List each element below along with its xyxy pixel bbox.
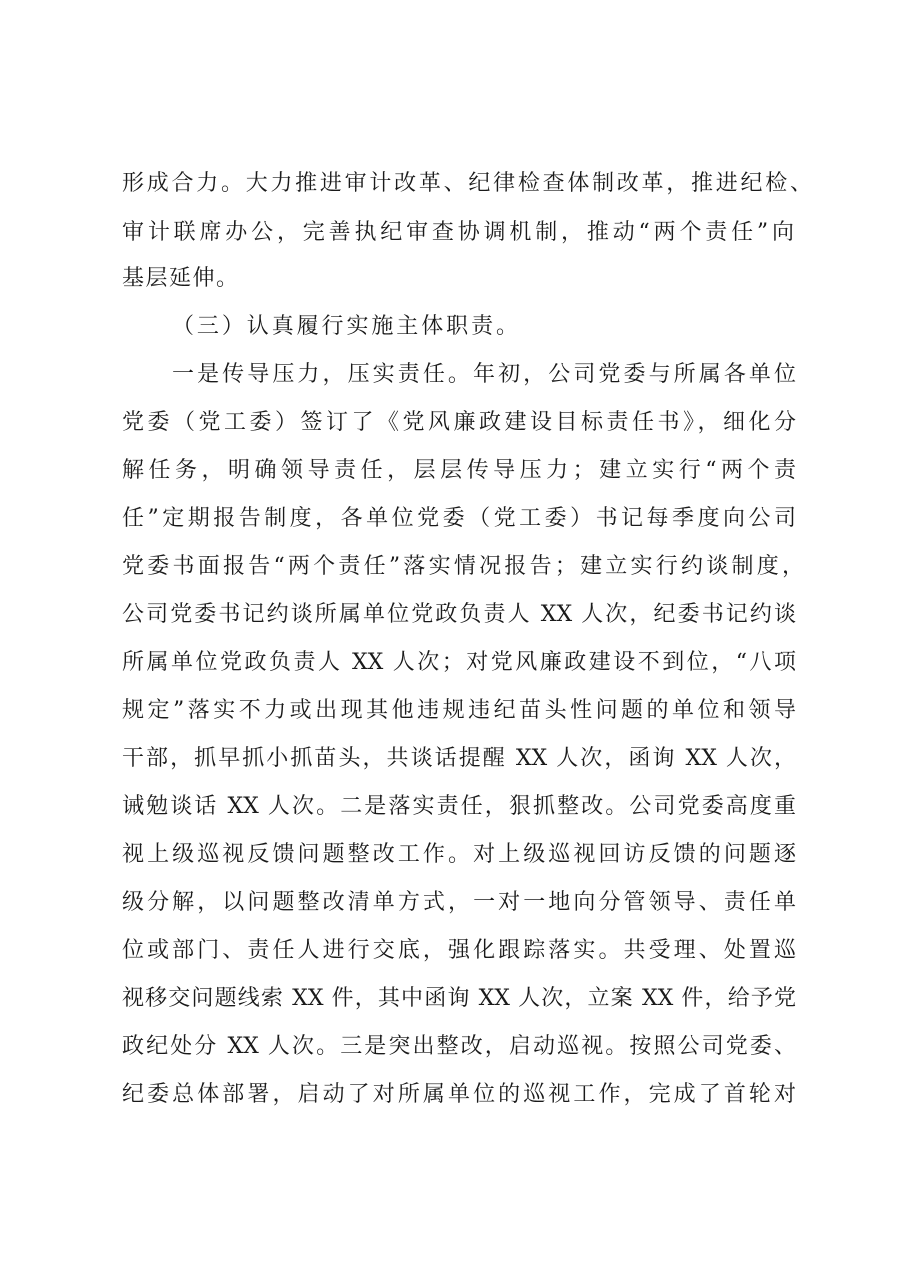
text-line: 级分解，以问题整改清单方式，一对一地向分管领导、责任单 <box>122 890 796 915</box>
text-line: 视上级巡视反馈问题整改工作。对上级巡视回访反馈的问题逐 <box>122 842 796 867</box>
paragraph-1-line-1 <box>0 164 909 204</box>
paragraph-2-line-2 <box>0 403 909 443</box>
text-line: 任”定期报告制度，各单位党委（党工委）书记每季度向公司 <box>122 506 796 531</box>
section-heading-text: （三）认真履行实施主体职责。 <box>172 314 518 339</box>
paragraph-2-line-11 <box>0 835 909 875</box>
text-line: 诫勉谈话 XX 人次。二是落实责任，狠抓整改。公司党委高度重 <box>122 794 796 819</box>
text-line: 位或部门、责任人进行交底，强化跟踪落实。共受理、处置巡 <box>122 938 796 963</box>
paragraph-2-line-10 <box>0 787 909 827</box>
text-line: 解任务，明确领导责任，层层传导压力；建立实行“两个责 <box>122 458 796 483</box>
text-line: 党委书面报告“两个责任”落实情况报告；建立实行约谈制度， <box>122 554 804 579</box>
paragraph-2-line-12 <box>0 883 909 923</box>
paragraph-2-line-3 <box>0 451 909 491</box>
text-line: 视移交问题线索 XX 件，其中函询 XX 人次，立案 XX 件，给予党 <box>122 986 796 1011</box>
paragraph-2-line-7 <box>0 643 909 683</box>
text-line: 所属单位党政负责人 XX 人次；对党风廉政建设不到位，“八项 <box>122 650 796 675</box>
paragraph-2-line-14 <box>0 979 909 1019</box>
paragraph-2-line-5 <box>0 547 909 587</box>
text-line: 党委（党工委）签订了《党风廉政建设目标责任书》，细化分 <box>122 410 796 435</box>
text-line: 干部，抓早抓小抓苗头，共谈话提醒 XX 人次，函询 XX 人次， <box>122 746 796 771</box>
paragraph-2-line-4 <box>0 499 909 539</box>
paragraph-2-line-1 <box>0 355 909 395</box>
paragraph-2-line-13 <box>0 931 909 971</box>
section-heading <box>0 307 909 347</box>
paragraph-2-line-8 <box>0 691 909 731</box>
paragraph-2-line-15 <box>0 1027 909 1067</box>
paragraph-1-line-2 <box>0 213 909 253</box>
text-line: 形成合力。大力推进审计改革、纪律检查体制改革，推进纪检、 <box>122 171 812 196</box>
text-line: 一是传导压力，压实责任。年初，公司党委与所属各单位 <box>172 362 796 387</box>
text-line: 纪委总体部署，启动了对所属单位的巡视工作，完成了首轮对 <box>122 1082 796 1107</box>
paragraph-2-line-6 <box>0 595 909 635</box>
text-line: 公司党委书记约谈所属单位党政负责人 XX 人次，纪委书记约谈 <box>122 602 796 627</box>
paragraph-2-line-9 <box>0 739 909 779</box>
text-line: 审计联席办公，完善执纪审查协调机制，推动“两个责任”向 <box>122 220 794 245</box>
text-line: 政纪处分 XX 人次。三是突出整改，启动巡视。按照公司党委、 <box>122 1034 796 1059</box>
paragraph-2-line-16 <box>0 1075 909 1115</box>
text-line: 规定”落实不力或出现其他违规违纪苗头性问题的单位和领导 <box>122 698 796 723</box>
text-line: 基层延伸。 <box>122 266 238 291</box>
paragraph-1-line-3 <box>0 259 909 299</box>
